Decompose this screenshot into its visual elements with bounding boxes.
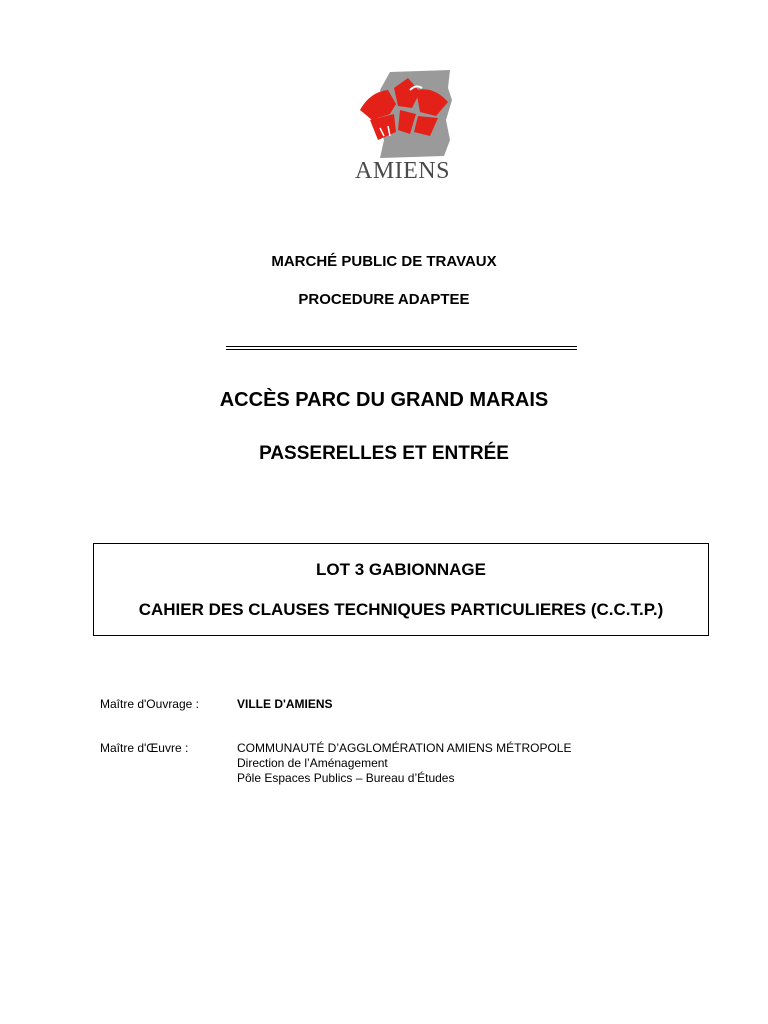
builder-line-2: Direction de l’Aménagement: [237, 756, 388, 770]
amiens-emblem-icon: [350, 70, 455, 160]
builder-line-3: Pôle Espaces Publics – Bureau d’Études: [237, 771, 455, 785]
amiens-logo: [340, 70, 465, 185]
builder-line-1: COMMUNAUTÉ D’AGGLOMÉRATION AMIENS MÉTROPOLE: [237, 741, 572, 755]
project-title: ACCÈS PARC DU GRAND MARAIS: [219, 389, 549, 411]
owner-label: Maître d'Ouvrage :: [100, 697, 199, 711]
document-title: CAHIER DES CLAUSES TECHNIQUES PARTICULIERES (C.C.T.P.): [138, 600, 664, 619]
project-subtitle: PASSERELLES ET ENTRÉE: [259, 443, 509, 464]
double-divider: [226, 346, 577, 350]
logo-wordmark: AMIENS: [354, 158, 450, 184]
lot-title: LOT 3 GABIONNAGE: [315, 560, 486, 579]
contract-type: MARCHÉ PUBLIC DE TRAVAUX: [271, 253, 497, 270]
builder-value: [237, 741, 571, 786]
procedure-type: PROCEDURE ADAPTEE: [298, 291, 470, 308]
lot-box: [93, 543, 709, 636]
owner-value: VILLE D'AMIENS: [237, 697, 333, 711]
builder-label: Maître d'Œuvre :: [100, 741, 189, 755]
